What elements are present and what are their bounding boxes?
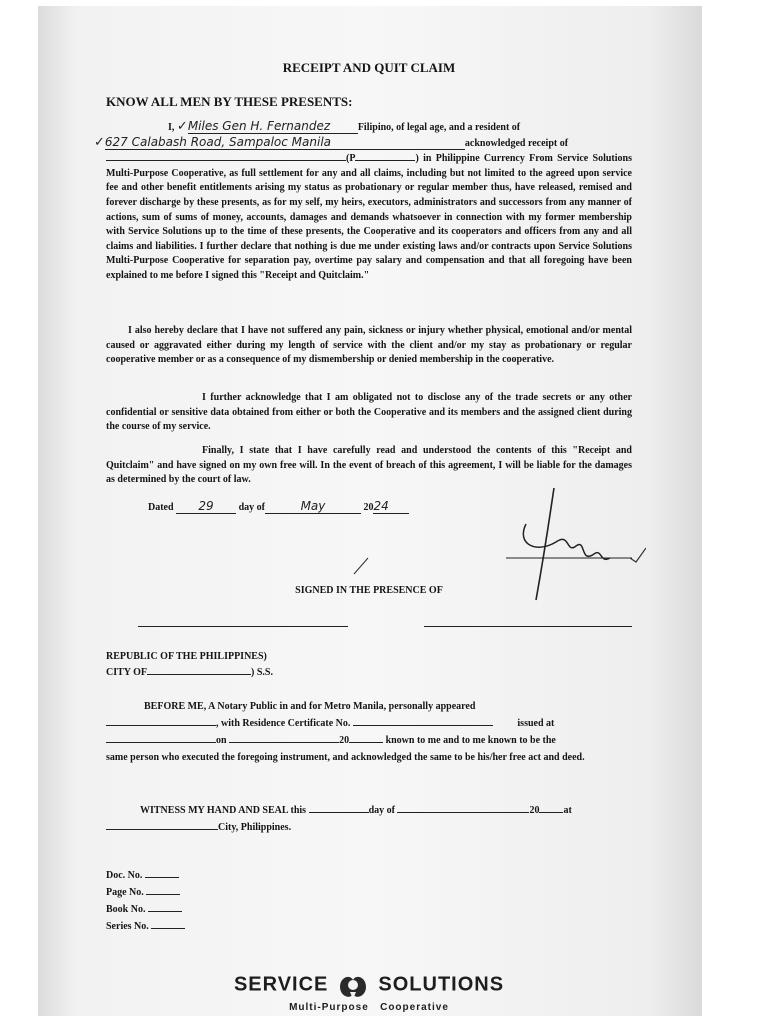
check-mark-icon: ✓: [94, 134, 105, 150]
notary-paragraph: BEFORE ME, A Notary Public in and for Metro Manila, personally appeared , with Residence Certificate No. issued at on 20 known to me and to me known to be the same person who executed the foregoing instrument, and acknowledged the same to be his/her free act and deed.: [106, 701, 585, 763]
witness-paragraph: WITNESS MY HAND AND SEAL this day of 20 at City, Philippines.: [106, 802, 632, 836]
service-solutions-logo: SERVICE SOLUTIONS Multi-Purpose Cooperative: [233, 973, 505, 1013]
witness-line-1: [138, 626, 348, 627]
dated-line: Dated 29 day of May 2024: [148, 500, 548, 516]
amount-words-blank: [106, 151, 346, 161]
confidentiality-paragraph: I further acknowledge that I am obligated not to disclose any of the trade secrets or any other confidential or sensitive data obtained from either or both the Cooperative and its members and the assigned client during the course of my service.: [106, 392, 632, 433]
page-no-field: Page No.: [106, 885, 180, 898]
series-no-field: Series No.: [106, 919, 185, 932]
opening-line: KNOW ALL MEN BY THESE PRESENTS:: [106, 94, 353, 109]
handwritten-day: 29: [176, 500, 236, 514]
no-injury-paragraph: I also hereby declare that I have not suffered any pain, sickness or injury whether physical, emotional and/or mental caused or aggravated either during my length of service with the client and/or my stay as probationary or regular cooperative member or as a consequence of my dismembership or denied membership in the cooperative.: [106, 325, 632, 366]
witness-line-2: [424, 626, 632, 627]
city-line: CITY OF ) S.S.: [106, 667, 273, 678]
handwritten-name: Miles Gen H. Fernandez: [188, 120, 358, 134]
cooperative-logo-icon: [336, 972, 370, 1002]
amount-figure-blank: [355, 151, 415, 161]
free-will-paragraph: Finally, I state that I have carefully read and understood the contents of this "Receipt and Quitclaim" and have signed on my own free will. In the event of breach of this agreement, I will be liable for the damages as determined by the court of law.: [106, 445, 632, 486]
book-no-field: Book No.: [106, 902, 182, 915]
check-mark-icon: ✓: [176, 119, 188, 134]
handwritten-year: 24: [373, 500, 409, 514]
doc-no-field: Doc. No.: [106, 868, 179, 881]
handwritten-address: 627 Calabash Road, Sampaloc Manila: [105, 136, 465, 150]
settlement-paragraph: I, ✓Miles Gen H. Fernandez Filipino, of legal age, and a resident of ✓627 Calabash Road, Sampaloc Manila acknowledged receipt of (P ) in Philippine Currency From Service Solutions Multi-Purpose Cooperative, as full settlement for any and all claims, including but not limited to the agreed upon service fee and other benefit entitlements arising my status as probationary or regular member thus, have released, remised and forever discharge by these presents, as for my self, my heirs, executors, administrators and successors from any manner of actions, sum of sums of money, accounts, damages and demands whatsoever in connection with my former membership with Service Solutions up to the time of these presents, the Cooperative and its cooperators and officers from any and all claims and liabilities. I further declare that nothing is due me under existing laws and/or contracts upon Service Solutions Multi-Purpose Cooperative for separation pay, overtime pay salary and compensation and that all foregoing have been explained to me before I signed this "Receipt and Quitclaim.": [94, 119, 632, 281]
signed-in-presence: SIGNED IN THE PRESENCE OF: [295, 585, 443, 596]
document-title: RECEIPT AND QUIT CLAIM: [282, 60, 456, 75]
handwritten-month: May: [265, 500, 361, 514]
republic-line: REPUBLIC OF THE PHILIPPINES): [106, 651, 267, 662]
small-slash-icon: [352, 556, 372, 576]
